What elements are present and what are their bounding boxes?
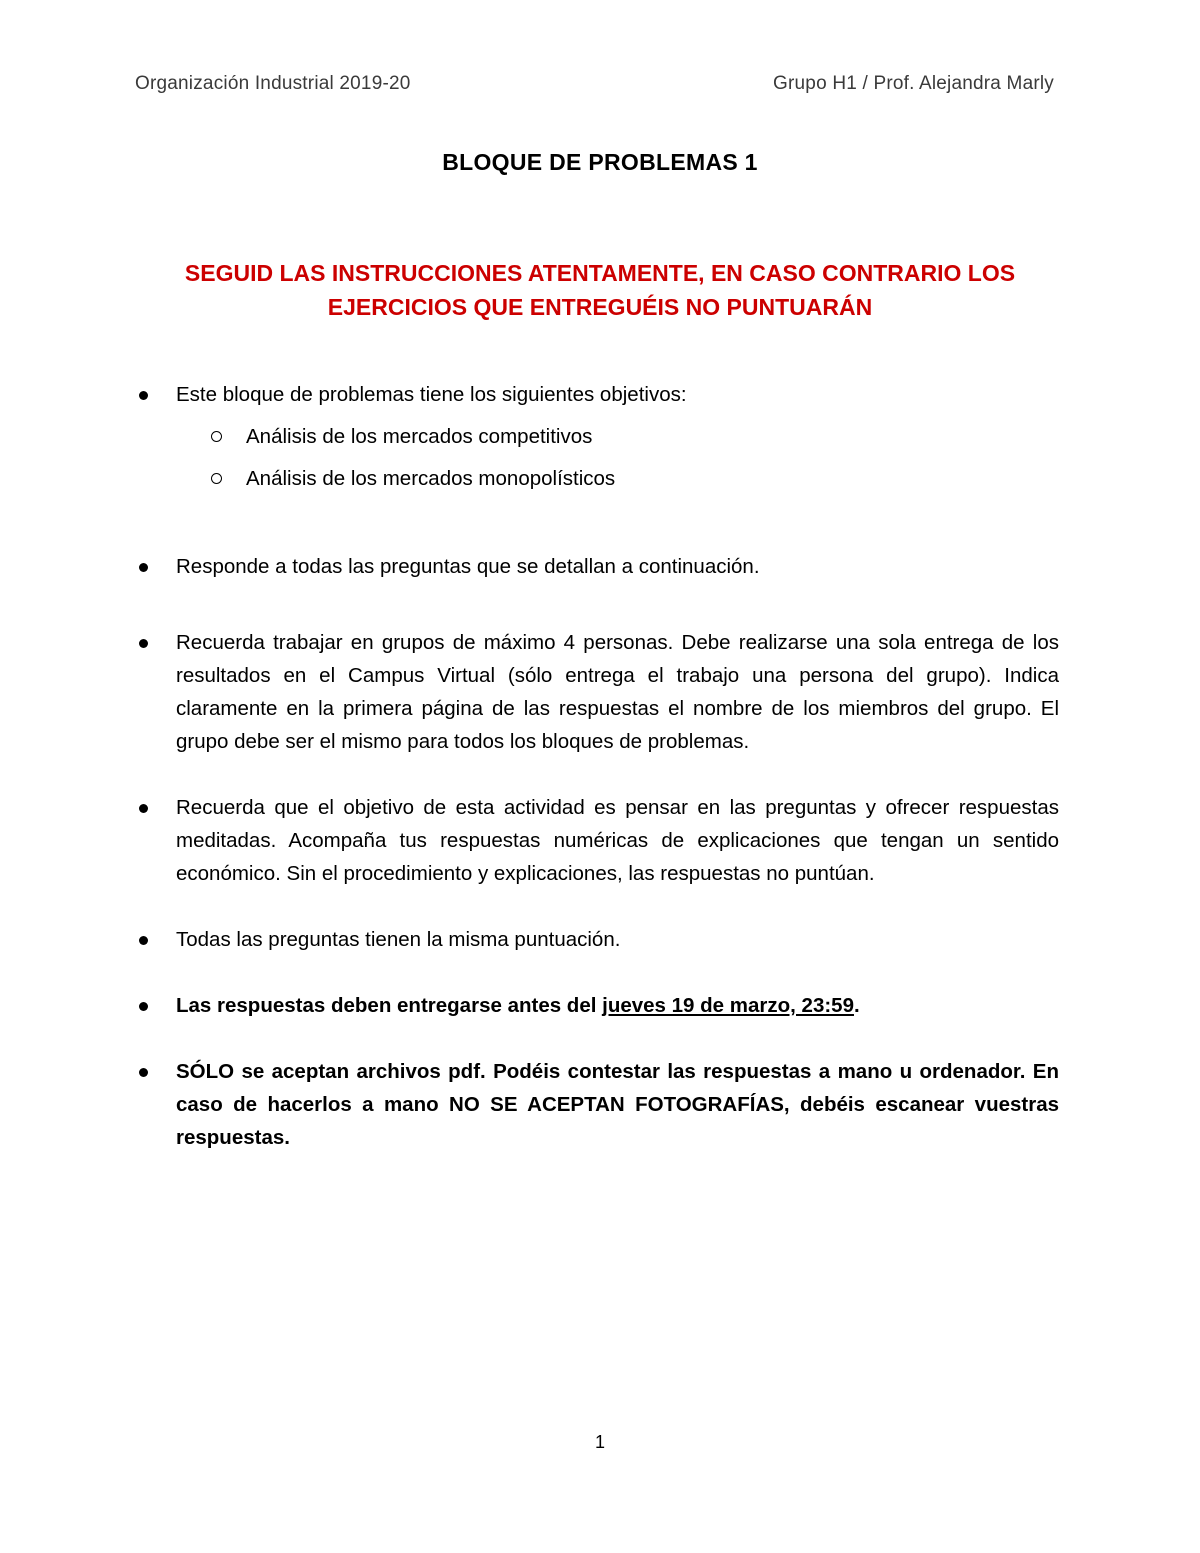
list-item-instruction (139, 626, 1059, 758)
objective-label: Análisis de los mercados competitivos (246, 425, 593, 448)
page-number: 1 (594, 1432, 605, 1452)
list-item-objectives (139, 378, 1059, 411)
bullet-dot-icon (139, 804, 148, 813)
list-item-deadline (139, 989, 1059, 1022)
objectives-intro: Este bloque de problemas tiene los siguientes objetivos: (176, 383, 687, 406)
list-item-format-note (139, 1055, 1059, 1154)
bullet-dot-icon (139, 639, 148, 648)
instruction-text: Responde a todas las preguntas que se detallan a continuación. (176, 555, 760, 578)
header-group-professor: Grupo H1 / Prof. Alejandra Marly (773, 73, 1054, 94)
instruction-text: Recuerda que el objetivo de esta actividad es pensar en las preguntas y ofrecer respuestas meditadas. Acompaña tus respuestas numéricas de explicaciones que tengan un sentido económico. Sin el procedimiento y explicaciones, las respuestas no puntúan. (176, 796, 1059, 885)
page-title: BLOQUE DE PROBLEMAS 1 (442, 149, 758, 175)
sub-item-objective (211, 462, 615, 495)
deadline-suffix: . (853, 994, 860, 1017)
deadline-text (176, 989, 1059, 1022)
bullet-dot-icon (139, 1002, 148, 1011)
list-item-instruction (139, 791, 1059, 890)
deadline-date: jueves 19 de marzo, 23:59 (602, 994, 854, 1017)
warning-banner (0, 256, 1200, 324)
instruction-text: Todas las preguntas tienen la misma puntuación. (176, 928, 621, 951)
warning-line-1: SEGUID LAS INSTRUCCIONES ATENTAMENTE, EN CASO CONTRARIO LOS (184, 260, 1016, 286)
instruction-text: Recuerda trabajar en grupos de máximo 4 personas. Debe realizarse una sola entrega de los resultados en el Campus Virtual (sólo entrega el trabajo una persona del grupo). Indica claramente en la primera página de las respuestas el nombre de los miembros del grupo. El grupo debe ser el mismo para todos los bloques de problemas. (176, 631, 1059, 753)
bullet-dot-icon (139, 1068, 148, 1077)
bullet-dot-icon (139, 563, 148, 572)
list-item-instruction (139, 923, 1059, 956)
objective-label: Análisis de los mercados monopolísticos (246, 467, 616, 490)
header-course: Organización Industrial 2019-20 (135, 73, 411, 94)
format-note-text: SÓLO se aceptan archivos pdf. Podéis contestar las respuestas a mano u ordenador. En caso de hacerlos a mano NO SE ACEPTAN FOTOGRAFÍAS, debéis escanear vuestras respuestas. (176, 1060, 1059, 1149)
sub-item-objective (211, 420, 592, 453)
circle-bullet-icon (211, 431, 222, 442)
circle-bullet-icon (211, 473, 222, 484)
warning-line-2: EJERCICIOS QUE ENTREGUÉIS NO PUNTUARÁN (327, 294, 873, 320)
bullet-dot-icon (139, 936, 148, 945)
deadline-prefix: Las respuestas deben entregarse antes del (176, 994, 603, 1017)
bullet-dot-icon (139, 391, 148, 400)
list-item-instruction (139, 550, 1059, 583)
